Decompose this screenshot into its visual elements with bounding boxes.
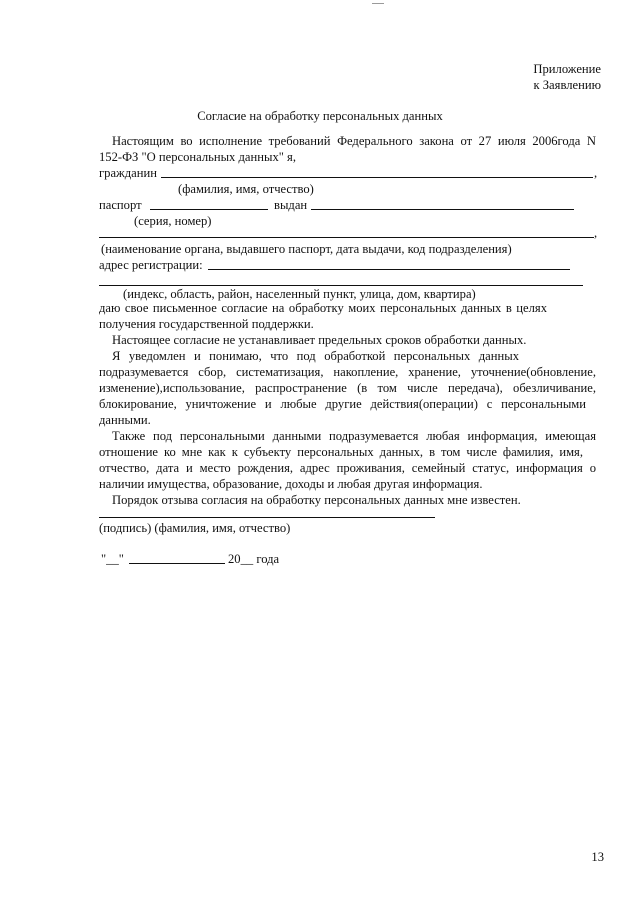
scan-mark-top <box>372 3 384 4</box>
term-paragraph: Настоящее согласие не устанавливает предельных сроков обработки данных. <box>112 333 527 347</box>
definition-line-3: отчество, дата и место рождения, адрес проживания, семейный статус, информация о <box>99 461 596 475</box>
appendix-line-2: к Заявлению <box>533 78 601 92</box>
notice-line-3: изменение),использование, распространение (в том числе передача), обезличивание, <box>99 381 596 395</box>
definition-line-2: отношение ко мне как к субъекту персональных данных, в том числе фамилия, имя, <box>99 445 583 459</box>
intro-line-2: 152-ФЗ "О персональных данных" я, <box>99 150 296 164</box>
appendix-line-1: Приложение <box>533 62 601 76</box>
intro-line-1: Настоящим во исполнение требований Федерального закона от 27 июля 2006года N <box>112 134 596 148</box>
issued-by-field[interactable] <box>311 209 574 210</box>
page-number: 13 <box>591 850 604 864</box>
date-month-field[interactable] <box>129 563 225 564</box>
definition-line-4: наличии имущества, образование, доходы и любая другая информация. <box>99 477 483 491</box>
citizen-hint: (фамилия, имя, отчество) <box>178 182 314 196</box>
consent-line-1: даю свое письменное согласие на обработку моих персональных данных в целях <box>99 301 547 315</box>
address-label: адрес регистрации: <box>99 258 203 272</box>
authority-field[interactable] <box>99 237 594 238</box>
address-field[interactable] <box>208 269 570 270</box>
notice-line-5: данными. <box>99 413 151 427</box>
series-hint: (серия, номер) <box>134 214 212 228</box>
citizen-line-end: , <box>594 166 598 180</box>
document-title: Согласие на обработку персональных данных <box>197 109 443 123</box>
citizen-label: гражданин <box>99 166 157 180</box>
definition-line-1: Также под персональными данными подразумевается любая информация, имеющая <box>112 429 596 443</box>
signature-hint: (подпись) (фамилия, имя, отчество) <box>99 521 291 535</box>
notice-line-2: подразумевается сбор, систематизация, накопление, хранение, уточнение(обновление, <box>99 365 596 379</box>
citizen-name-field[interactable] <box>161 177 593 178</box>
passport-number-field[interactable] <box>150 209 268 210</box>
date-year: 20__ года <box>228 552 280 566</box>
consent-line-2: получения государственной поддержки. <box>99 317 314 331</box>
authority-hint: (наименование органа, выдавшего паспорт, дата выдачи, код подразделения) <box>101 242 512 256</box>
signature-field[interactable] <box>99 517 435 518</box>
authority-line-end: , <box>594 226 598 240</box>
date-day: "__" <box>101 552 124 566</box>
address-hint: (индекс, область, район, населенный пункт, улица, дом, квартира) <box>123 287 476 301</box>
issued-label: выдан <box>274 198 308 212</box>
passport-label: паспорт <box>99 198 142 212</box>
withdrawal-paragraph: Порядок отзыва согласия на обработку персональных данных мне известен. <box>112 493 521 507</box>
notice-line-4: блокирование, уничтожение и любые другие действия(операции) с персональными <box>99 397 586 411</box>
notice-line-1: Я уведомлен и понимаю, что под обработкой персональных данных <box>112 349 519 363</box>
